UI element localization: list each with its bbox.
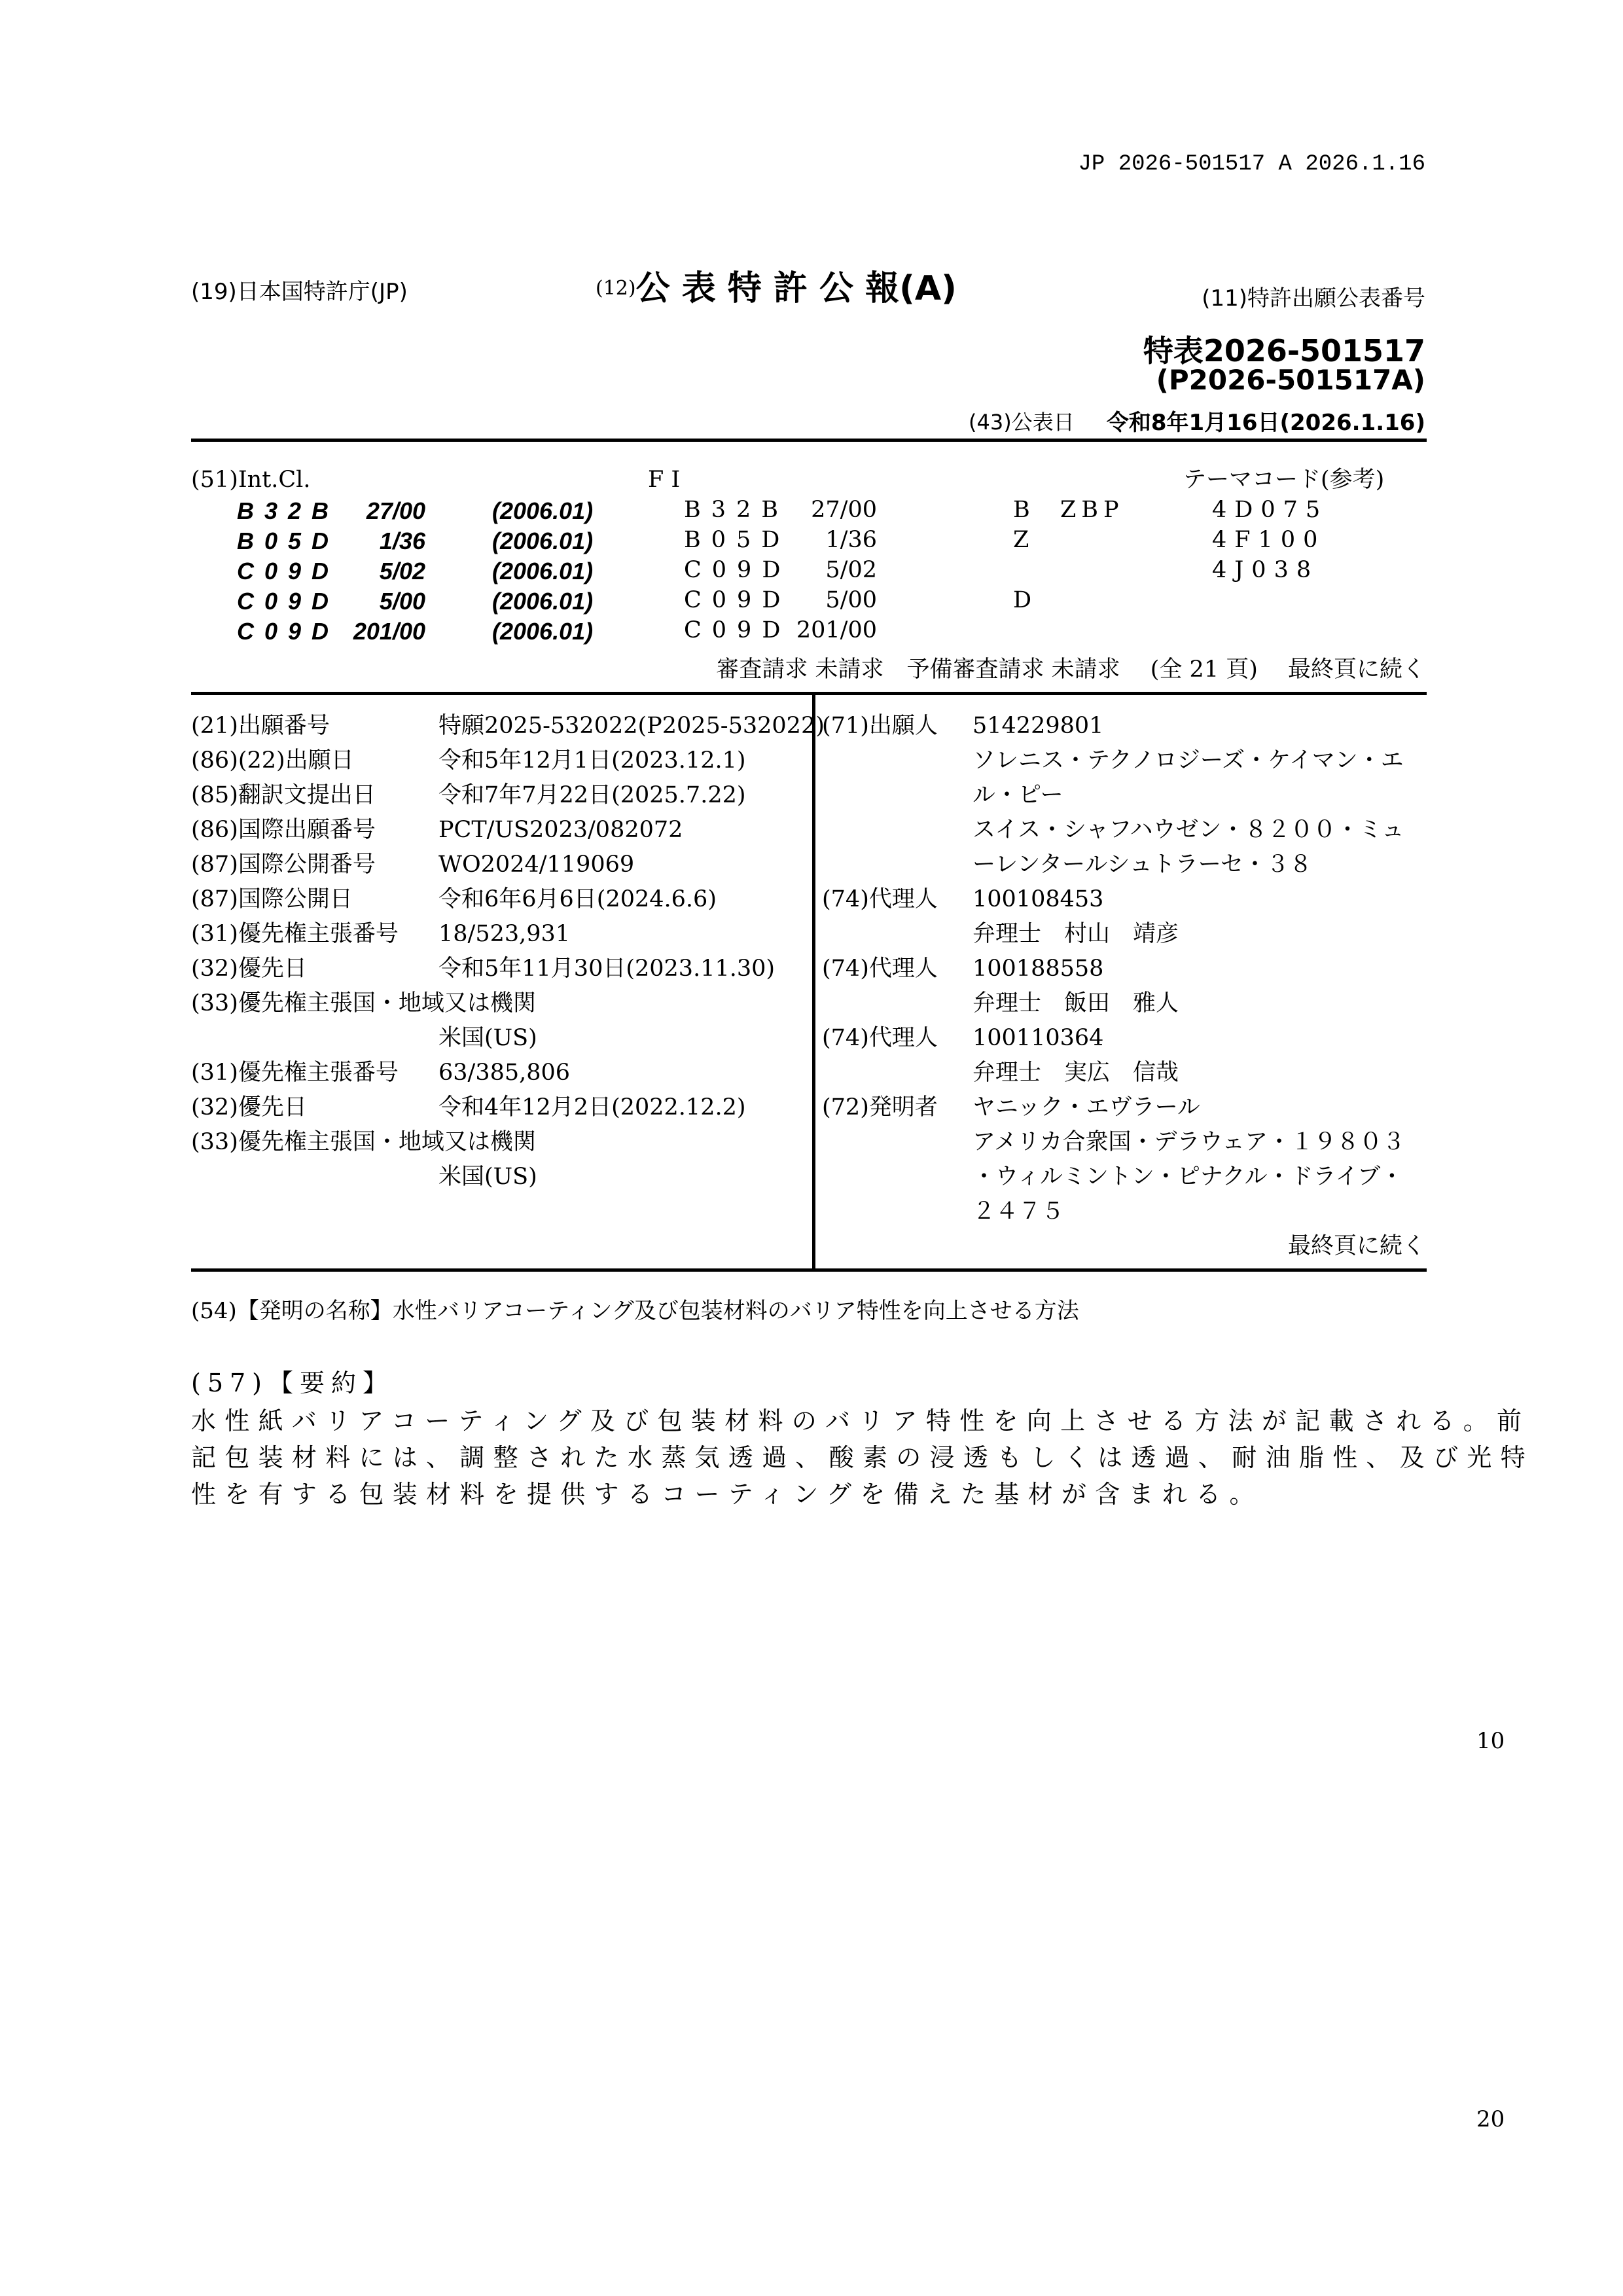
bib-row — [191, 958, 806, 990]
bib-value: 63/385,806 — [438, 1060, 571, 1086]
bib-row — [191, 713, 825, 747]
bib-value: 特願2025-532022(P2025-532022) — [438, 713, 825, 739]
bib-label: (74)代理人 — [822, 1025, 938, 1051]
bib-row — [822, 888, 1424, 921]
bib-value: ・ウィルミントン・ピナクル・ドライブ・ — [972, 1164, 1404, 1190]
bib-value: 100110364 — [972, 1025, 1104, 1051]
theme-code: 4F100 — [1212, 527, 1326, 553]
bib-row — [822, 1131, 1424, 1164]
intcl-version: (2006.01) — [492, 618, 594, 645]
margin-line-number: 10 — [1476, 1728, 1505, 1754]
intcl-version: (2006.01) — [492, 497, 594, 524]
intcl-group: 27/00 — [366, 497, 425, 524]
bib-value: ２４７５ — [972, 1198, 1065, 1225]
bib-value: ソレニス・テクノロジーズ・ケイマン・エ — [972, 747, 1404, 774]
bib-value: 100108453 — [972, 886, 1104, 912]
theme-code: 4D075 — [1212, 497, 1329, 523]
intcl-group: 201/00 — [353, 618, 425, 645]
intcl-class: B05D — [237, 528, 340, 554]
bib-label: (31)優先権主張番号 — [191, 921, 399, 947]
theme-code: 4J038 — [1212, 557, 1319, 583]
bib-row — [191, 1096, 806, 1129]
bib-label: (21)出願番号 — [191, 713, 330, 739]
bib-value: 米国(US) — [438, 1025, 537, 1051]
document-kind — [596, 260, 957, 310]
bib-label: (87)国際公開日 — [191, 886, 353, 912]
intcl-class: B32B — [237, 497, 340, 524]
bib-row — [191, 992, 806, 1025]
bib-value: 米国(US) — [438, 1164, 537, 1190]
continued-note: 最終頁に続く — [1287, 1233, 1425, 1259]
bib-value: 18/523,931 — [438, 921, 571, 947]
bib-row — [822, 784, 1424, 817]
fi-group: 201/00 — [796, 617, 877, 643]
bib-row — [191, 888, 806, 921]
publication-number-label: (11)特許出願公表番号 — [1202, 285, 1425, 312]
bib-value: ーレンタールシュトラーセ・３８ — [972, 852, 1313, 878]
bib-value: 514229801 — [972, 713, 1104, 739]
document-kind-title: 公 表 特 許 公 報(A) — [635, 269, 957, 308]
fi-label: F I — [648, 467, 681, 493]
document-kind-prefix: (12) — [596, 277, 636, 300]
bib-row — [822, 1062, 1424, 1094]
fi-extra: Z — [1013, 527, 1035, 553]
intcl-group: 5/02 — [379, 558, 425, 584]
abstract-line: 記包装材料には、調整された水蒸気透過、酸素の浸透もしくは透過、耐油脂性、及び光特 — [191, 1443, 1535, 1472]
fi-extra: B ZBP — [1013, 497, 1124, 523]
bib-value: 令和5年12月1日(2023.12.1) — [438, 747, 746, 774]
fi-group: 1/36 — [825, 527, 877, 553]
intcl-group: 1/36 — [379, 528, 425, 554]
classification-row — [0, 528, 1623, 558]
bib-value: 100188558 — [972, 956, 1104, 982]
bib-value: ヤニック・エヴラール — [972, 1094, 1200, 1121]
publication-number-alt: (P2026-501517A) — [1156, 364, 1425, 396]
bib-row — [822, 853, 1424, 886]
patent-office: (19)日本国特許庁(JP) — [191, 279, 408, 305]
intcl-version: (2006.01) — [492, 588, 594, 615]
intcl-group: 5/00 — [379, 588, 425, 615]
bib-value: アメリカ合衆国・デラウェア・１９８０３ — [972, 1129, 1406, 1155]
bib-value: 令和4年12月2日(2022.12.2) — [438, 1094, 746, 1121]
bib-row — [822, 715, 1424, 747]
bib-row — [822, 1027, 1424, 1060]
margin-line-number: 20 — [1476, 2106, 1505, 2132]
bib-row — [822, 1096, 1424, 1129]
bib-row — [822, 819, 1424, 852]
bib-value: 令和5年11月30日(2023.11.30) — [438, 956, 776, 982]
intcl-class: C09D — [237, 558, 340, 584]
fi-group: 5/00 — [825, 587, 877, 613]
publication-date: 令和8年1月16日(2026.1.16) — [1106, 410, 1425, 436]
bib-row — [191, 819, 806, 852]
bib-row — [822, 992, 1424, 1025]
fi-class: C09D — [684, 587, 791, 613]
fi-class: B05D — [684, 527, 791, 553]
bib-label: (86)(22)出願日 — [191, 747, 354, 774]
bib-label: (31)優先権主張番号 — [191, 1060, 399, 1086]
bib-label: (33)優先権主張国・地域又は機関 — [191, 990, 536, 1016]
bib-row — [191, 853, 806, 886]
fi-group: 5/02 — [825, 557, 877, 583]
intcl-class: C09D — [237, 618, 340, 645]
bib-value: 令和7年7月22日(2025.7.22) — [438, 782, 746, 808]
bibliographic-divider — [191, 1268, 1427, 1272]
classification-divider — [191, 692, 1427, 695]
invention-title: (54)【発明の名称】水性バリアコーティング及び包装材料のバリア特性を向上させる方法 — [191, 1298, 1079, 1324]
bib-label: (72)発明者 — [822, 1094, 938, 1121]
bib-label: (87)国際公開番号 — [191, 852, 376, 878]
abstract-heading: (57)【要約】 — [191, 1369, 395, 1397]
examination-status: 審査請求 未請求 予備審査請求 未請求 (全 21 頁) 最終頁に続く — [716, 656, 1425, 683]
bib-row — [191, 749, 806, 782]
bib-row — [822, 749, 1424, 782]
bib-label: (71)出願人 — [822, 713, 938, 739]
bib-label: (32)優先日 — [191, 956, 307, 982]
bib-value: 令和6年6月6日(2024.6.6) — [438, 886, 717, 912]
bib-label: (74)代理人 — [822, 886, 938, 912]
bib-label: (74)代理人 — [822, 956, 938, 982]
fi-class: C09D — [684, 557, 791, 583]
bib-row — [191, 1131, 806, 1164]
bib-row — [191, 1027, 806, 1060]
bib-label: (33)優先権主張国・地域又は機関 — [191, 1129, 536, 1155]
abstract-line: 性を有する包装材料を提供するコーティングを備えた基材が含まれる。 — [191, 1480, 1263, 1509]
intcl-version: (2006.01) — [492, 558, 594, 584]
classification-row — [0, 618, 1623, 648]
fi-group: 27/00 — [811, 497, 877, 523]
column-divider — [812, 692, 815, 1270]
classification-row — [0, 497, 1623, 528]
bib-row — [822, 1200, 1424, 1233]
intcl-class: C09D — [237, 588, 340, 615]
theme-code-label: テーマコード(参考) — [1183, 467, 1385, 493]
bib-row — [191, 784, 806, 817]
bib-value: WO2024/119069 — [438, 852, 635, 878]
bib-row — [191, 1062, 806, 1094]
classification-row — [0, 588, 1623, 618]
bib-row — [822, 923, 1424, 956]
publication-line: JP 2026-501517 A 2026.1.16 — [1078, 152, 1425, 177]
intcl-version: (2006.01) — [492, 528, 594, 554]
intcl-label: (51)Int.Cl. — [191, 467, 311, 493]
bib-value: スイス・シャフハウゼン・８２００・ミュ — [972, 817, 1404, 843]
bib-value: ル・ピー — [972, 782, 1063, 808]
bib-row — [191, 1166, 806, 1198]
bib-label: (32)優先日 — [191, 1094, 307, 1121]
bib-label: (86)国際出願番号 — [191, 817, 376, 843]
bib-label: (85)翻訳文提出日 — [191, 782, 376, 808]
bib-row — [191, 923, 806, 956]
fi-class: B32B — [684, 497, 789, 523]
bib-value: 弁理士 実広 信哉 — [972, 1060, 1179, 1086]
bib-value: PCT/US2023/082072 — [438, 817, 683, 843]
bib-value: 弁理士 飯田 雅人 — [972, 990, 1179, 1016]
bib-row — [822, 1166, 1424, 1198]
bib-row — [822, 958, 1424, 990]
abstract-line: 水性紙バリアコーティング及び包装材料のバリア特性を向上させる方法が記載される。前 — [191, 1407, 1531, 1435]
classification-row — [0, 558, 1623, 588]
fi-class: C09D — [684, 617, 791, 643]
header-divider — [191, 439, 1427, 442]
fi-extra: D — [1013, 587, 1037, 613]
bib-value: 弁理士 村山 靖彦 — [972, 921, 1179, 947]
publication-number: 特表2026-501517 — [1143, 333, 1425, 368]
publication-date-label: (43)公表日 — [969, 410, 1075, 435]
